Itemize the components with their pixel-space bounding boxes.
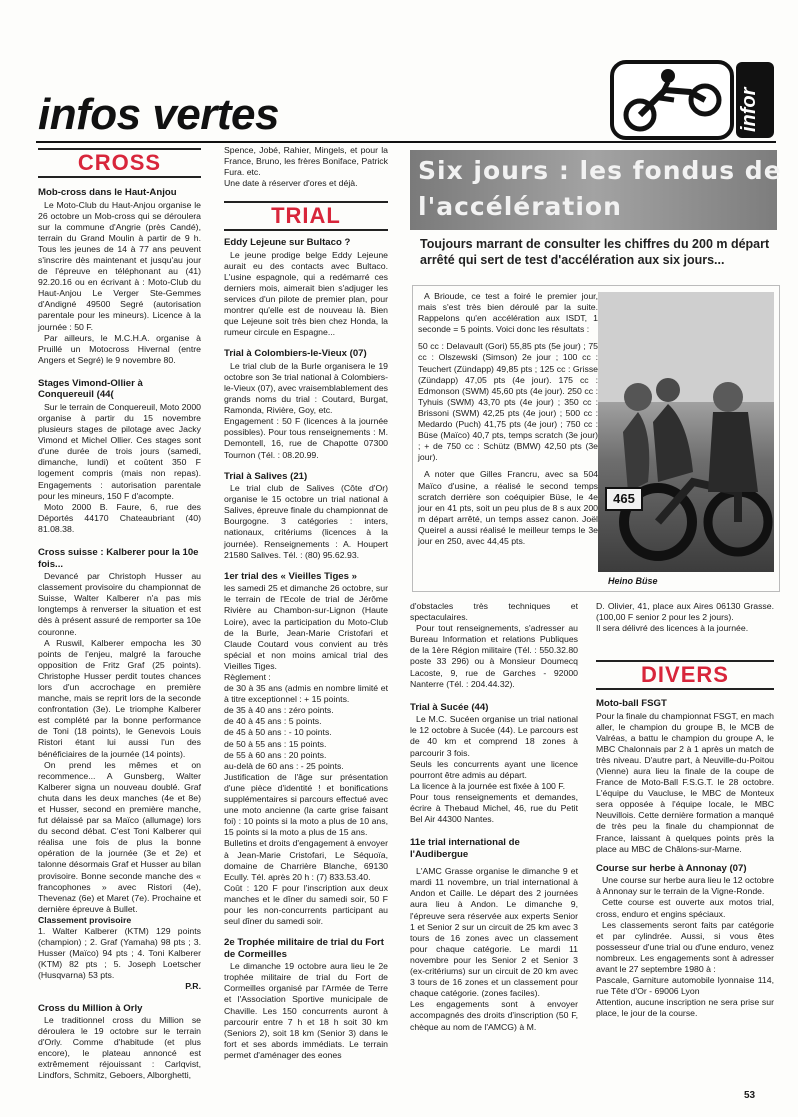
section-header-cross-label: CROSS (77, 150, 162, 175)
article-para: Par ailleurs, le M.C.H.A. organise à Pruillé un Motocross Hivernal (entre Angers et Segré) le 9 novembre 80. (38, 332, 201, 365)
feature-results: 50 cc : Delavault (Gori) 55,85 pts (5e jour) ; 75 cc : Olszewski (Simson) 2e jour ; 100 cc : Teuchert (Zündapp) 49,85 pts ; 125 cc : Grisse (Zündapp) 47,05 pts (4e jour). 175 cc : Edmonson (SWM) 45,60 pts (4e jour). 250 cc : Tyhuis (SWM) 43,70 pts (4e jour) ; 350 cc : Brissoni (SWM) 42,25 pts (4e jour) ; 500 cc : Medardo (Puch) 41,75 pts (4e jour) ; 750 cc : Büse (Maïco) 40,7 pts, temps scratch (3e jour) ; + de 750 cc : Schütz (BMW) 42,50 pts (3e jour). (418, 341, 598, 463)
column-divers (596, 694, 774, 1019)
article-title: Stages Vimond-Ollier à Conquereuil (44( (38, 377, 143, 401)
page-title: infos vertes (38, 90, 279, 139)
article-para: Le trial club de la Burle organisera le 19 octobre son 3e trial national à Colombiers-le-Vieux (07), avec vraisemblablement des grands noms du trial : Coutard, Burgat, Ramonda, Rivière, Goy, etc. (224, 360, 389, 416)
article-para: Pascale, Garniture automobile lyonnaise 114, rue Tête d'Or - 69006 Lyon (596, 975, 774, 997)
feature-para: A noter que Gilles Francru, avec sa 504 Maïco d'usine, a réalisé le second temps scratch derrière son coéquipier Büse, le 4e jour en 41 pts, soit un peu plus de 8 s aux 200 m départ arrêté, un temps assez canon. Joël Queirel a aussi réalisé le meilleur temps le 3e jour en 250, avec 44,45 pts. (418, 469, 598, 546)
article-title: Cross suisse : Kalberer pour la 10e fois... (38, 547, 199, 570)
article-title: Trial à Salives (21) (224, 470, 308, 482)
article-title: Trial à Colombiers-le-Vieux (07) (224, 348, 367, 360)
logo-text: infor (738, 87, 760, 132)
article-title: 2e Trophée militaire de trial du Fort de Cormeilles (224, 937, 384, 960)
article-para: Le M.C. Sucéen organise un trial national le 12 octobre à Sucée (44). Le parcours est de 40 km et comprend 18 zones à parcourir 3 fois. (410, 714, 578, 758)
section-header-cross (38, 148, 201, 178)
plate-number: 465 (613, 491, 635, 506)
column-4-top (596, 601, 774, 634)
article-para: Attention, aucune inscription ne sera prise sur place, le jour de la course. (596, 997, 774, 1019)
standings-title: Classement provisoire (38, 914, 132, 925)
article-para: Le jeune prodige belge Eddy Lejeune aurait eu des contacts avec Bultaco. L'usine espagnole, qui a redémarré ces derniers mois, aimerait bien s'adjuger les services d'un pilote de premier plan, pour montrer qu'elle est de nouveau là. Bien que Lejeune soit très bien chez Honda, la rumeur circule en Espagne... (224, 249, 388, 338)
feature-banner (410, 150, 782, 230)
article-para: Engagement : 50 F (licences à la journée possibles). Pour tous renseignements : M. Demontell, 16, rue de Chapotte 07300 Tournon (Tél. : 08.20.99. (224, 416, 388, 460)
article-title: Course sur herbe à Annonay (07) (596, 862, 747, 874)
article-title: Eddy Lejeune sur Bultaco ? (224, 237, 351, 248)
signature: P.R. (185, 981, 201, 992)
article-para: de 45 à 50 ans : - 10 points. (224, 727, 332, 738)
article-para: Bulletins et droits d'engagement à envoyer à Jean-Marie Cristofari, Le Séquoïa, domaine de Charrière Blanche, 69130 Ecully. Tél. après 20 h : (7) 833.53.40. (224, 838, 388, 882)
article-para: les samedi 25 et dimanche 26 octobre, sur le terrain de l'Ecole de trial de Jérôme Rivière au Chambon-sur-Lignon (Haute Loire), avec la participation du Moto-Club de la Burle, Jean-Marie Cristofari et Claude Coutard vous convient au très spécial et non moins amical trial des Vieilles Tiges. (224, 583, 388, 671)
infor-logo (610, 60, 776, 142)
feature-lede: Toujours marrant de consulter les chiffres du 200 m départ arrêté qui sert de test d'accélération aux six jours... (420, 237, 770, 267)
column-2-top (224, 145, 388, 189)
column-trial (224, 233, 388, 1061)
article-para: Spence, Jobé, Rahier, Mingels, et pour la France, Bruno, les frères Boniface, Patrick Fura. etc. (224, 145, 388, 178)
article-para: La licence à la journée est fixée à 100 F. (410, 780, 566, 791)
feature-photo (598, 292, 774, 572)
article-para: Cette course est ouverte aux motos trial, cross, enduro et engins spéciaux. (596, 897, 774, 919)
article-para: Les classements seront faits par catégorie et par cylindrée. Aussi, si vous êtes possesseur d'une trial ou d'une enduro, venez nombreux. Les engagements sont à adresser avant le 27 septembre 1980 à : (596, 919, 774, 974)
column-3-bottom (410, 601, 578, 1033)
article-para: Coût : 120 F pour l'inscription aux deux manches et le dîner du samedi soir, 50 F pour les non-concurrents participant au seul dîner du samedi soir. (224, 882, 388, 927)
article-para: Sur le terrain de Conquereuil, Moto 2000 organise à partir du 15 novembre plusieurs stages de pilotage avec Jacky Vimond et Michel Ollier. Ces stages sont d'une durée de trois jours (samedi, dimanche, lundi) et coûtent 350 F logement compris (mais non repas). Engagements : autorisation parentale pour les mineurs, 150 F d'acompte. (38, 401, 201, 501)
article-para: de 35 à 40 ans : zéro points. (224, 705, 334, 716)
article-para: d'obstacles très techniques et spectaculaires. (410, 601, 578, 623)
article-para: Seuls les concurrents ayant une licence pourront être admis au départ. (410, 758, 578, 780)
article-para: Les engagements sont à envoyer accompagnés des droits d'inscription (50 F, chèque au nom de l'AMCG) à M. (410, 999, 578, 1032)
article-para: Une course sur herbe aura lieu le 12 octobre à Annonay sur le terrain de la Vigne-Ronde. (596, 875, 774, 897)
article-para: Le trial club de Salives (Côte d'Or) organise le 15 octobre un trial national à Salives, épreuve finale du championnat de Bourgogne. 3 catégories : inters, nationaux, critériums (licences à la journée). Renseignements : A. Houpert 21580 Salives. Tél. : (80) 95.62.93. (224, 483, 388, 560)
article-title: 1er trial des « Vieilles Tiges » (224, 570, 357, 582)
column-cross (38, 183, 201, 1082)
section-header-trial (224, 201, 388, 231)
section-header-trial-label: TRIAL (271, 203, 341, 228)
article-para: de 40 à 45 ans : 5 points. (224, 716, 322, 727)
article-para: Justification de l'âge sur présentation d'une pièce d'identité ! et bonifications supplémentaires si parcours effectué avec une moto ancienne (la carte grise faisant foi) : 10 points si la moto a plus de 10 ans, 15 points si la moto a plus de 15 ans. (224, 771, 388, 838)
article-title: Moto-ball FSGT (596, 698, 667, 709)
section-header-divers (596, 660, 774, 690)
article-para: Pour tout renseignements, s'adresser au Bureau Information et relations Publiques de la 1ère Région militaire (Tél. : 550.32.80 poste 33 296) ou à Monsieur Doumecq Lacoste, 9, rue de Garches - 92000 Nanterre (Tél. : 204.44.32). (410, 623, 578, 689)
article-title: Mob-cross dans le Haut-Anjou (38, 187, 177, 198)
article-para: Pour tous renseignements et demandes, écrire à Thebaud Michel, 46, rue du Petit Bel Air 44300 Nantes. (410, 791, 578, 825)
page-number: 53 (744, 1090, 756, 1101)
article-title: Trial à Sucée (44) (410, 701, 489, 713)
article-para: Règlement : (224, 672, 271, 682)
article-para: L'AMC Grasse organise le dimanche 9 et mardi 11 novembre, un trial international à Andon et Caille. Le départ des 2 journées aura lieu à Andon. Le dimanche 9, l'épreuve sera réservée aux experts Senior 1 et Senior 2 sur un circuit de 25 km avec 3 tours de 16 zones avec un classement pour chaque catégorie. Le mardi 11 novembre pour les Senior 2 et Senior 3 (ex-critériums) sur un circuit de 20 km avec 3 tours de 16 zones et un classement pour chaque catégorie. (zones faciles). (410, 866, 578, 999)
article-para: au-delà de 60 ans : - 25 points. (224, 760, 344, 771)
article-title: Cross du Million à Orly (38, 1002, 143, 1014)
article-para: A Ruswil, Kalberer empocha les 30 points de l'enjeu, malgré la farouche opposition de Fritz Graf (25 points). Christophe Husser perdit toutes chances lors d'un accrochage en première manche, mais se reprit lors de la seconde confrontation (3e). Le triomphe Kalberer est complété par la bonne performance de Toni (18 points), le Genevois Louis Ristori étant lui aussi l'un des bénéficiaires de la journée (14 points). (38, 637, 201, 759)
article-para: Le Moto-Club du Haut-Anjou organise le 26 octobre un Mob-cross qui se déroulera sur la commune d'Angrie (près Candé), terrain du Grand Moulin à partir de 9 h. Tous les jeunes de 14 à 77 ans peuvent s'inscrire dès maintenant et jusqu'au jour de l'épreuve en téléphonant au (41) 92.20.16 ou en écrivant à : Moto-Club du Haut-Anjou Le Verger Ste-Gemmes d'Andigné 49500 Segré (autorisation parentale pour les mineurs). Licence à la journée : 50 F. (38, 199, 201, 332)
article-para: D. Olivier, 41, place aux Aires 06130 Grasse. (100,00 F senior 2 pour les 2 jours). (596, 601, 774, 623)
standings-text: 1. Walter Kalberer (KTM) 129 points (champion) ; 2. Graf (Yamaha) 98 pts ; 3. Husser (Maïco) 94 pts ; 4. Toni Kalberer (KTM) 82 pts ; 5. Joseph Loetscher (Husqvarna) 53 pts. (38, 925, 201, 981)
photo-caption: Heino Büse (608, 576, 658, 586)
article-para: On prend les mêmes et on recommence... A Gunsberg, Walter Kalberer signa un nouveau doublé. Graf chuta dans les deux manches (4e et 8e) et Husser, second en première manche, fut délaissé par sa Maïco (allumage) lors du second débat. C'est Toni Kalberer qui réalisa une fois de plus la bonne opération de la journée (3e et 2e) et talonne désormais Graf et Husser au bilan provisoire. Bonne seconde manche des « francophones » avec Ristori (4e), Thevenaz (6e) et Maret (7e). Prochaine et dernière épreuve à Bullet. (38, 759, 201, 914)
feature-banner-line2: l'accélération (418, 192, 622, 221)
article-para: Devancé par Christoph Husser au classement provisoire du championnat de Suisse, Walter Kalberer n'a pas mis longtemps à renverser la situation et est dès à présent assuré de remporter sa 10e couronne. (38, 571, 201, 637)
feature-banner-line1: Six jours : les fondus de (418, 156, 782, 185)
article-para: Il sera délivré des licences à la journée. (596, 623, 749, 634)
feature-para: A Brioude, ce test a foiré le premier jour, mais s'est très bien déroulé par la suite. Rappelons qu'en accélération aux ISDT, 1 seconde = 5 points. Voici donc les résultats : (418, 291, 598, 335)
article-title: 11e trial international de l'Audibergue (410, 837, 520, 860)
article-para: de 55 à 60 ans : 20 points. (224, 749, 327, 760)
article-para: de 30 à 35 ans (admis en nombre limité et à titre exceptionnel : + 15 points. (224, 683, 388, 705)
feature-body (418, 291, 598, 547)
section-header-divers-label: DIVERS (641, 662, 729, 687)
article-para: Une date à réserver d'ores et déjà. (224, 178, 358, 189)
rider-photo-icon (598, 292, 774, 572)
article-para: Moto 2000 B. Faure, 6, rue des Déportés 44170 Chateaubriant (40) 81.08.38. (38, 501, 201, 534)
article-para: Le traditionnel cross du Million se déroulera le 19 octobre sur le terrain d'Orly. Comme d'habitude (et plus encore), le plateau annoncé est extrêmement réjouissant : Carlqvist, Lindfors, Schmitz, Geboers, Alborghetti, (38, 1015, 201, 1081)
article-para: Le dimanche 19 octobre aura lieu le 2e trophée militaire de trial du Fort de Cormeilles organisé par l'Armée de Terre et l'Association Sportive municipale de Chaville. Les 150 concurrents auront à parcourir entre 7 h et 18 h soit 30 km (Seniors 2), soit 18 km (Senior 3) dans le fort et ses abords immédiats. Le terrain permet d'aménager des eones (224, 961, 388, 1060)
article-para: Pour la finale du championnat FSGT, en mach aller, le champion du groupe B, le MCB de Valréas, a battu le champion du groupe A, le MBC Chalonnais par 2 à 1 après un match de très niveau. D'autre part, à Neuville-du-Poitou (Vienne) aura lieu la finale de la coupe de France de Moto-Ball F.S.G.T. le 28 octobre. L'équipe du Vaucluse, le MBC de Monteux sera opposée à l'équipe locale, le MBC Neuvillois. Cette dernière formation a manqué de très peu la finale du championnat de France, laissant à quelques points près la place au MBC de Châlons-sur-Marne. (596, 710, 774, 854)
article-para: de 50 à 55 ans : 15 points. (224, 738, 327, 749)
